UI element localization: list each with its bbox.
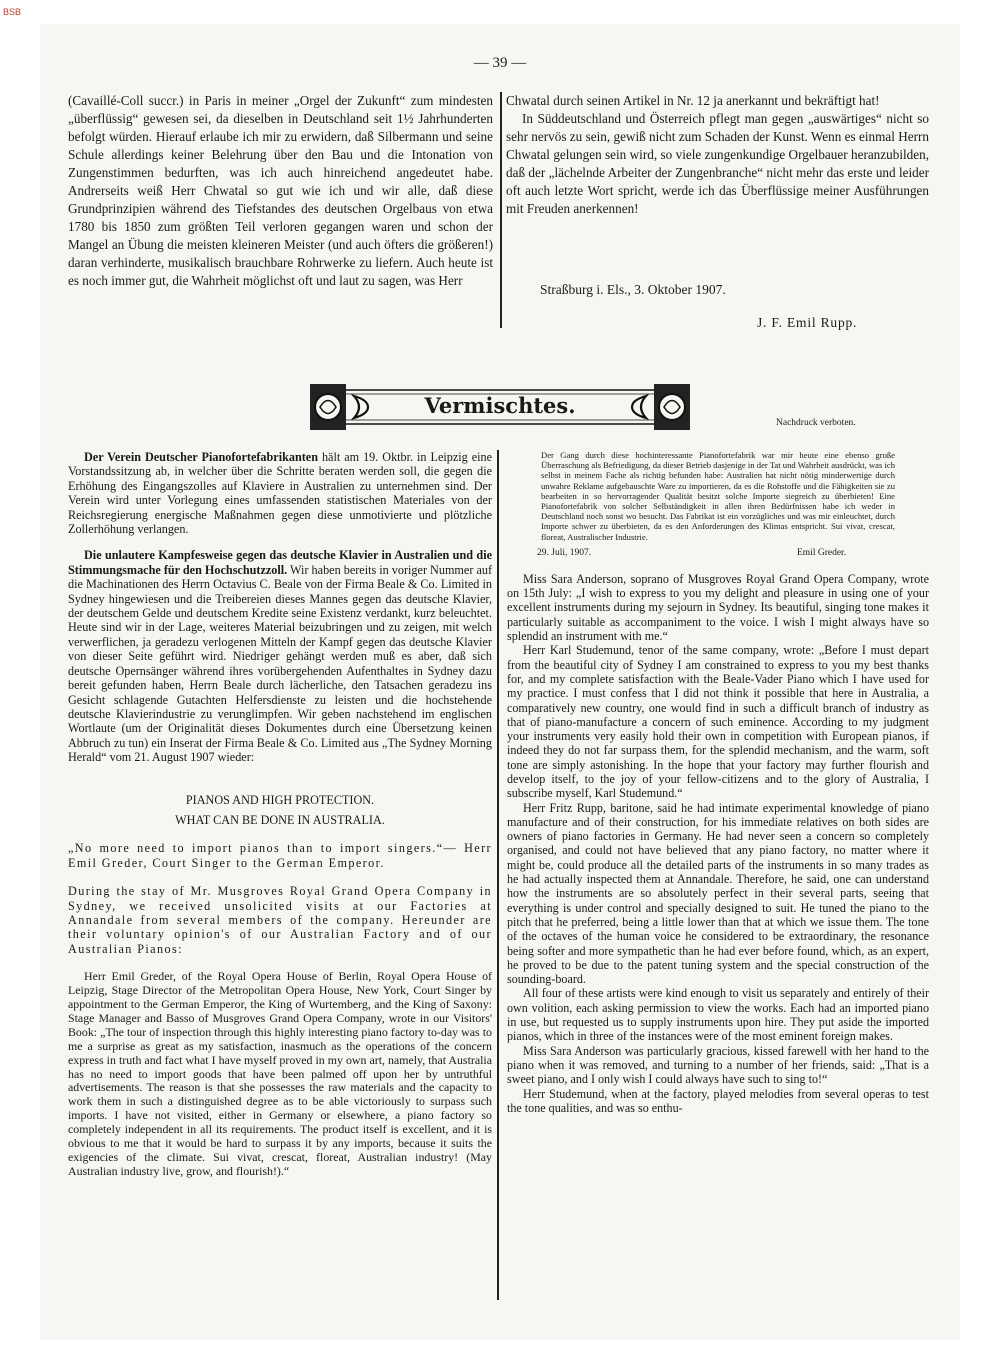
news-item-1-text: hält am 19. Oktbr. in Leipzig eine Vorstandssitzung ab, in welcher über die Schritte beraten werden soll, die gegen die Erhöhung des Eingangszolles auf Klaviere in Australien zu unternehmen sind. Der Verein wird unter Vorlegung eines umfassenden statistischen Materiales von der Reichsregierung energische Maßnahmen gegen diese unmotivierte und plötzliche Zollerhöhung verlangen. xyxy=(68,450,492,537)
translation-footer xyxy=(507,548,929,564)
author-signature: J. F. Emil Rupp. xyxy=(757,315,858,330)
news-item-2-lead: Die unlautere Kampfesweise gegen das deutsche Klavier in Australien und die Stimmungsmache für den Hochschutzzoll. xyxy=(68,548,492,577)
news-item-1 xyxy=(68,450,492,536)
lower-left-column xyxy=(68,450,492,1179)
anderson-farewell: Miss Sara Anderson was particularly gracious, kissed farewell with her hand to the piano when it was removed, and turning to a number of her friends, said: „That is a sweet piano, and I only wish I could always have such to sing to!“ xyxy=(507,1043,929,1087)
testimonials xyxy=(507,572,929,1115)
column-divider-top xyxy=(500,92,502,328)
column-divider-bottom xyxy=(497,450,499,1300)
page-number: — 39 — xyxy=(473,55,527,71)
top-right-column xyxy=(506,92,929,218)
section-title: Vermischtes. xyxy=(424,393,576,418)
greder-testimonial: Herr Emil Greder, of the Royal Opera House of Berlin, Royal Opera House of Leipzig, Stage Director of the Metropolitan Opera House, New York, Court Singer by appointment to the German Emperor, the King of Wurtemberg, and the King of Saxony: Stage Manager and Basso of Musgroves Grand Opera Company, wrote in our Visitors' Book: „The tour of inspection through this highly interesting piano factory to-day was to me a surprise as great as my satisfaction, inasmuch as the operations of the concern express in truth and fact what I have myself proved in my own art, namely, that Australia has no need to import goods that have been palmed off upon her by untruthful advertisements. The reason is that she possesses the raw materials and the capacity to work them in such a distinguished degree as to be able victoriously to surpass such imports. I have not visited, either in Germany or elsewhere, a piano factory so completely independent in all its requirements. The product itself is excellent, and it is obvious to me that it would be hard to surpass it by any imports, because it suits the exigencies of the climate. Sui vivat, crescat, floreat, Australian industry! (May Australian industry live, grow, and flourish!).“ xyxy=(68,969,492,1178)
section-heading xyxy=(300,382,700,432)
studemund-factory: Herr Studemund, when at the factory, played melodies from several operas to test the tone qualities, and was so enthu- xyxy=(507,1086,929,1115)
ad-intro: During the stay of Mr. Musgroves Royal Grand Opera Company in Sydney, we received unsolicited visits at our Factories at Annandale from several members of the company. Hereunder are their voluntary opinion's of our Australian Factory and of our Australian Pianos: xyxy=(68,884,492,956)
reprint-note: Nachdruck verboten. xyxy=(776,418,856,428)
ad-quote: „No more need to import pianos than to import singers.“— Herr Emil Greder, Court Singer to the German Emperor. xyxy=(68,841,492,870)
ad-heading-2: WHAT CAN BE DONE IN AUSTRALIA. xyxy=(175,812,385,827)
german-translation: Der Gang durch diese hochinteressante Pianofortefabrik war mir heute eine ebenso große Überraschung als Befriedigung, da dieser Betrieb dasjenige in der Tat und Wahrheit ausdrückt, was ich selbst in meinem Fache als richtig befunden habe: Australien hat nicht nötig minderwertige durch unwahre Reklame aufgebauschte Ware zu importieren, da es die Rohstoffe und die Fähigkeiten sie zu bearbeiten in so hervorragender Qualität besitzt solche Importe siegreich zu überbieten! Eine Pianofortefabrik von solcher Selbständigkeit in allen ihren Bedürfnissen habe ich weder in Deutschland noch sonst wo besucht. Das Fabrikat ist ein vorzügliches und was mir einleuchtet, durch Importe schwer zu überbieten, da es den Anforderungen des Klimas entspricht. Sui vivat, crescat, floreat, Australischer Industrie. xyxy=(541,450,895,542)
visits-paragraph: All four of these artists were kind enough to visit us separately and entirely of their own volition, each asking permission to view the works. Each had an imported piano in use, but requested us to supply instruments upon hire. They put aside the imported pianos, which in three of the instances were of the most eminent foreign makes. xyxy=(507,986,929,1044)
news-item-1-lead: Der Verein Deutscher Pianofortefabrikanten xyxy=(84,450,318,464)
top-right-paragraph-2: In Süddeutschland und Österreich pflegt man gegen „auswärtiges“ nicht so sehr nervös zu sein, gewiß nicht zum Schaden der Kunst. Wenn es einmal Herrn Chwatal gelungen sein wird, so viele zungenkundige Orgelbauer heranzubilden, daß der „lächelnde Arbeiter der Zungenbranche“ nicht mehr das erste und leider oft auch letzte Wort spricht, werde ich das Überflüssige meiner Ausführungen mit Freuden anerkennen! xyxy=(506,111,929,216)
place-date-line: Straßburg i. Els., 3. Oktober 1907. xyxy=(540,282,726,297)
translation-signature: Emil Greder. xyxy=(797,547,847,558)
top-left-column xyxy=(68,92,493,290)
anderson-testimonial: Miss Sara Anderson, soprano of Musgroves Royal Grand Opera Company, wrote on 15th July: „I wish to express to you my delight and pleasure in using one of your excellent instruments during my sejourn in Sydney. Its beautiful, singing tone makes it particularly suitable as accompaniment to the voice. I wish I might always have so splendid an instrument with me.“ xyxy=(507,571,929,644)
top-left-paragraph: (Cavaillé-Coll succr.) in Paris in meiner „Orgel der Zukunft“ zum mindesten „überflüssig“ gewesen sei, da dieselben in Deutschland seit 1½ Jahrhunderten befolgt würden. Hierauf erlaube ich mir zu erwidern, daß Silbermann und seine Schule allerdings keiner Belehrung über den Bau und die Intonation von Zungenstimmen bedurften, was ich auch hinreichend angedeutet habe. Andrerseits weiß Herr Chwatal so gut wie ich und wir alle, daß diese Grundprinzipien während des Tiefstandes des deutschen Orgelbaus von etwa 1780 bis 1850 zum größten Teil verloren gegangen waren und schon der Mangel an Übung die meisten kleineren Meister (und auch öfters die größeren!) daran verhinderte, musikalisch brauchbare Rohrwerke zu liefern. Auch heute ist es noch immer gut, die Wahrheit möglichst oft und laut zu sagen, was Herr xyxy=(68,93,493,288)
translation-date: 29. Juli, 1907. xyxy=(537,547,592,558)
lower-right-column xyxy=(507,450,929,1115)
news-item-2 xyxy=(68,548,492,764)
library-watermark: BSB xyxy=(3,7,22,17)
ad-heading-1: PIANOS AND HIGH PROTECTION. xyxy=(185,792,375,807)
news-item-2-text: Wir haben bereits in voriger Nummer auf die Machinationen des Herrn Octavius C. Beale von der Firma Beale & Co. Limited in Sydney hingewiesen und die Treibereien dieses Mannes gegen das deutsche Klavier, der deutschem Gelde und deutschem Kredite seine Existenz verdankt, kurz beleuchtet. Heute sind wir in der Lage, weiteres Material beizubringen und zu zeigen, mit welch verwerflichen, ja geradezu verlogenen Mitteln der Kampf gegen das deutsche Klavier von dieser Seite geführt wird. Niedriger gehängt werden muß es aber, daß sich deutsche Opernsänger während ihres vorübergehenden Aufenthaltes in Sydney dazu bereit gefunden haben, Herrn Beale durch lächerliche, den Tatsachen geradezu ins Gesicht schlagende Gutachten Helfersdienste zu leisten und die hochstehende deutsche Klavierindustrie zu verunglimpfen. Wir geben nachstehend im englischen Wortlaute (um der Originalität dieses Dokumentes durch eine Übersetzung keinen Abbruch zu tun) ein Inserat der Firma Beale & Co. Limited aus „The Sydney Morning Herald“ vom 21. August 1907 wieder: xyxy=(68,562,493,765)
top-right-paragraph-1: Chwatal durch seinen Artikel in Nr. 12 ja anerkannt und bekräftigt hat! xyxy=(506,93,880,108)
rupp-testimonial: Herr Fritz Rupp, baritone, said he had intimate experimental knowledge of piano manufacture and of their construction, for his immediate relatives on both sides are owners of piano factories in Germany. He had never seen a concern so completely organised, and could not have believed that any piano factory, no matter where it might be, could produce all the detailed parts of the instruments in so many trades as he had actually inspected them at Annandale. Therefore, he said, one can understand how the instruments are so absolutely perfect in their several parts, seeing that everything is under control and specially designed to suit. He tuned the piano to the pitch that he preferred, being a little lower than that at which we issue them. The tone of the octaves of the human voice he considered to be extraordinary, the resonance being softer and more sympathetic than he had ever before found, which, as an expert, he proved to be due to the patent tuning system and the special construction of the sounding-board. xyxy=(507,800,929,987)
studemund-testimonial: Herr Karl Studemund, tenor of the same company, wrote: „Before I must depart from the beautiful city of Sydney I am constrained to express to you my best thanks for, and my complete satisfaction with the Beale-Vader Piano which I have used for my practice. I must confess that I did not think it possible that here in Australia, a comparatively new country, one would find in such a difficult branch of industry as that of piano-manufacture a concern of such eminence. According to my judgment your instruments very easily hold their own in competition with European pianos, if indeed they do not far surpass them, for the splendid mechanism, and the warm, soft tone are simply astonishing. In the hope that your factory may further flourish and develop itself, to the joy of your fellow-citizens and to the glory of Australia, I subscribe myself, Karl Studemund.“ xyxy=(507,643,929,801)
